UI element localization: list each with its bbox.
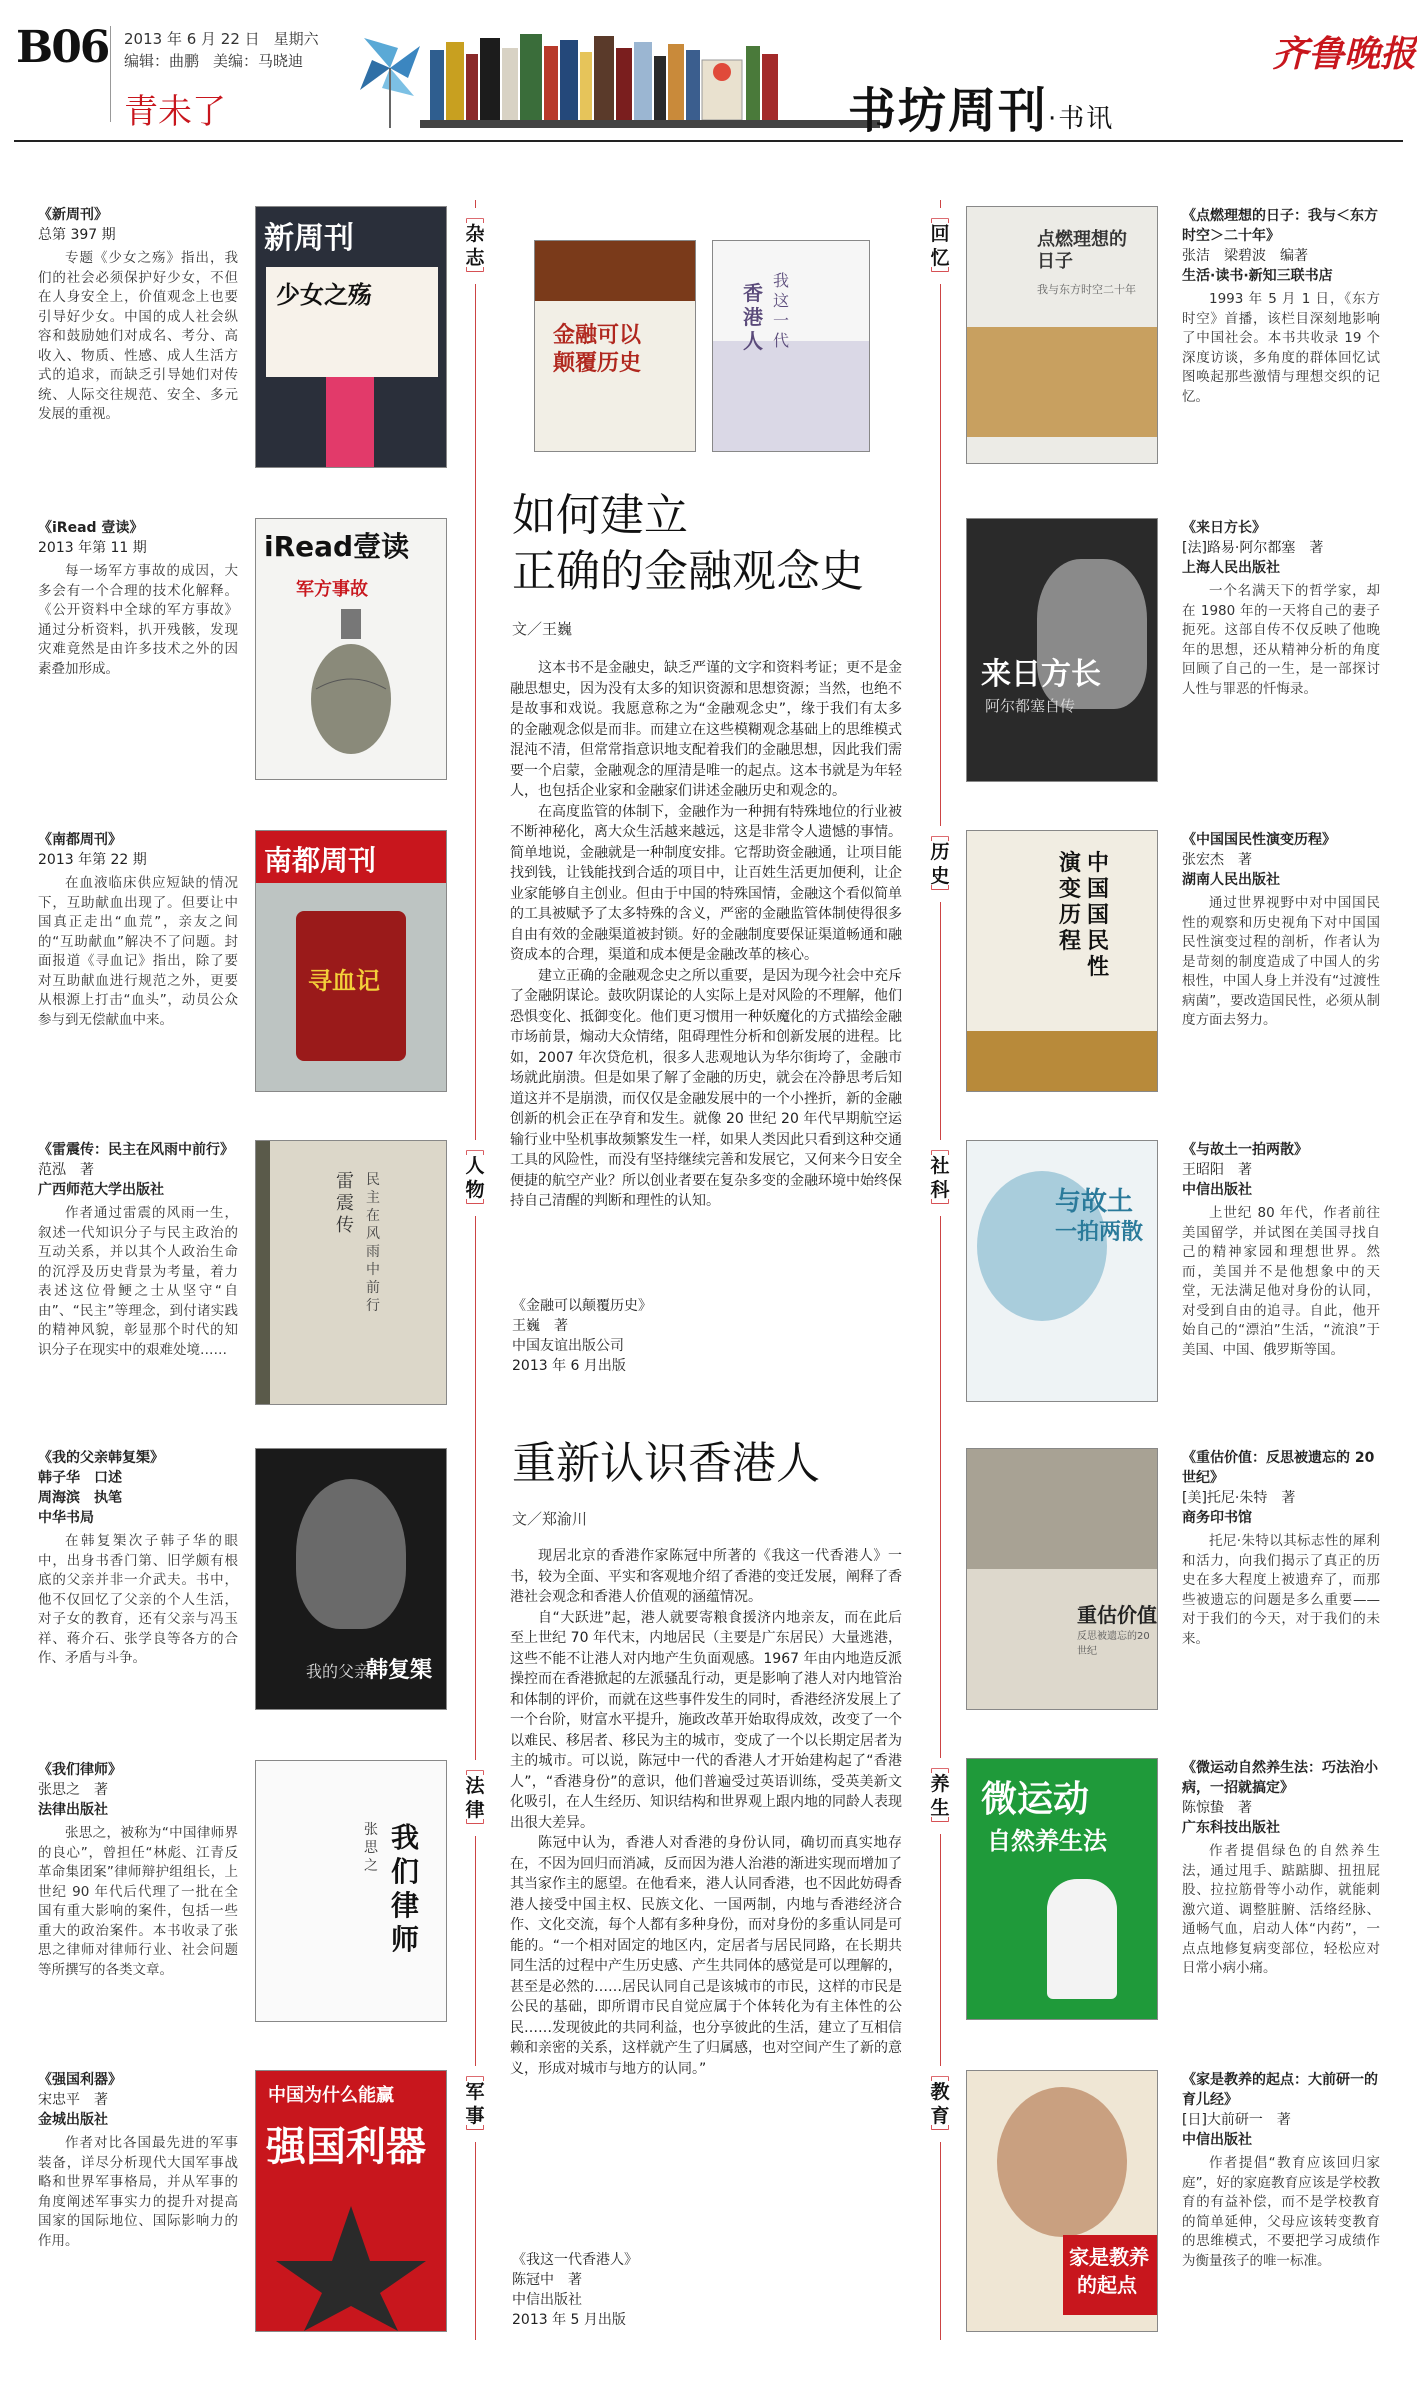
- cover-subtitle: 韩复榘: [366, 1658, 433, 1683]
- entry-meta: 陈惊蛰 著: [1182, 1800, 1252, 1816]
- entry-body: 一个名满天下的哲学家，却在 1980 年的一天将自己的妻子扼死。这部自传不仅反映了他晚年的思想，还从精神分析的角度回顾了自己的一生，是一部探讨人性与罪恶的忏悔录。: [1182, 583, 1380, 697]
- cover-art: [967, 1449, 1158, 1569]
- article-paragraph: 在高度监管的体制下，金融作为一种拥有特殊地位的行业被不断神秘化，离大众生活越来越远，这是非常令人遗憾的事情。简单地说，金融就是一种制度安排。它帮助资金融通，让项目能找到钱，让钱能找到合适的项目中，让百姓生活更加便利，让企业家能够自主创业。但由于中国的特殊国情，金融这个看似简单的工具被赋予了太多特殊的含义，严密的金融监管体制使得很多自由有效的金融渠道被封锁。好的金融制度要保证渠道畅通和融资成本的合理，渠道和成本便是金融改革的核心。: [510, 803, 902, 963]
- article-paragraph: 这本书不是金融史，缺乏严谨的文字和资料考证；更不是金融思想史，因为没有太多的知识资源和思想资源；当然，也绝不是故事和戏说。我愿意称之为“金融观念史”，缘于我们有太多的金融观念似是而非。而建立在这些模糊观念基础上的思维模式混沌不清，但常常指意识地支配着我们的金融思想，因此我们需要一个启蒙，金融观念的厘清是唯一的起点。这本书就是为年轻人，也包括企业家和金融家们讲述金融历史和观念的。: [510, 660, 902, 799]
- cover-figure: [1047, 1879, 1117, 1999]
- tab-yangsheng: ﹇ 养生 ﹈: [927, 1758, 953, 1834]
- entry-body: 上世纪 80 年代，作者前往美国留学，并试图在美国寻找自己的精神家园和理想世界。然而，美国并不是他想象中的天堂，无法满足他对身份的认同，对受到自由的追寻。自此，他开始自己的“漂泊”生活，“流浪”于美国、中国、俄罗斯等国。: [1182, 1205, 1380, 1358]
- article-2-body: [510, 1546, 902, 2079]
- tab-zazhi: ﹇ 杂志 ﹈: [462, 208, 488, 284]
- issue-weekday: 星期六: [273, 30, 319, 48]
- book-date: 2013 年 5 月出版: [512, 2312, 626, 2328]
- page-number: B06: [16, 22, 109, 73]
- entry-publisher: 上海人民出版社: [1182, 560, 1280, 576]
- entry-meta: 韩子华 口述: [38, 1470, 122, 1486]
- entry-title: 《家是教养的起点：大前研一的育儿经》: [1182, 2072, 1378, 2108]
- entry-meta: [法]路易·阿尔都塞 著: [1182, 540, 1324, 556]
- entry-body: 作者通过雷震的风雨一生，叙述一代知识分子与民主政治的互动关系，并以其个人政治生命的沉浮及历史背景为考量，着力表述这位骨鲠之士从坚守“自由”、“民主”等理念，到付诸实践的精神风貌，彰显那个时代的知识分子在现实中的艰难处境……: [38, 1205, 238, 1358]
- article-2-title: 重新认识香港人: [512, 1438, 820, 1489]
- article-1-bookinfo: [512, 1296, 652, 1376]
- entry-title: 《点燃理想的日子：我与＜东方时空＞二十年》: [1182, 208, 1378, 244]
- tab-falv: ﹇ 法律 ﹈: [462, 1760, 488, 1836]
- cover-lawyer: [255, 1760, 447, 2022]
- entry-body: 通过世界视野中对中国国民性的观察和历史视角下对中国国民性演变过程的剖析，作者认为是苛刻的制度造成了中国人的劣根性，中国人身上并没有“过渡性病菌”，要改造国民性，必须从制度方面去努力。: [1182, 895, 1380, 1028]
- entry-body: 每一场军方事故的成因，大多会有一个合理的技术化解释。《公开资料中全球的军方事故》通过分析资料，扒开残骸，发现灾难竟然是由许多技术之外的因素叠加形成。: [38, 563, 238, 677]
- cover-hanfuju: [255, 1448, 447, 1710]
- left-entry-leizhen: [38, 1140, 238, 1360]
- cover-leizhen: [255, 1140, 447, 1405]
- entry-title: 《雷震传：民主在风雨中前行》: [38, 1142, 234, 1158]
- entry-meta: 张洁 梁碧波 编著: [1182, 248, 1308, 264]
- entry-publisher: 广西师范大学出版社: [38, 1182, 164, 1198]
- cover-subtitle: 民主在风雨中前行: [366, 1172, 380, 1314]
- book-author: 陈冠中 著: [512, 2272, 582, 2288]
- right-entry-guominxing: [1182, 830, 1380, 1031]
- tab-label: 杂志: [465, 223, 485, 269]
- cover-art: [713, 341, 870, 452]
- right-entry-chonggu: [1182, 1448, 1380, 1649]
- cover-title: 新周刊: [264, 221, 354, 256]
- cover-figure: [326, 377, 374, 467]
- cover-title: 中国为什么能赢: [268, 2085, 394, 2106]
- left-entry-iread: [38, 518, 238, 679]
- entry-publisher: 中信出版社: [1182, 2132, 1252, 2148]
- cover-title: 雷震传: [336, 1171, 354, 1236]
- cover-title: 来日方长: [981, 657, 1101, 692]
- tab-sheke: ﹇ 社科 ﹈: [927, 1140, 953, 1216]
- article-1-author: 文／王巍: [512, 620, 573, 638]
- cover-subtitle: 我与东方时空二十年: [1037, 283, 1136, 296]
- cover-subtitle: 的起点: [1077, 2273, 1137, 2297]
- cover-band: [535, 241, 696, 301]
- entry-title: 《与故土一拍两散》: [1182, 1142, 1308, 1158]
- entry-body: 作者提倡“教育应该回归家庭”，好的家庭教育应该是学校教育的有益补偿，而不是学校教育的简单延伸，父母应该转变教育的思维模式，不要把学习成绩作为衡量孩子的唯一标准。: [1182, 2155, 1380, 2269]
- entry-publisher: 生活·读书·新知三联书店: [1182, 268, 1333, 284]
- cover-title: 家是教养: [1069, 2245, 1149, 2269]
- cover-subtitle: 强国利器: [266, 2124, 426, 2170]
- right-entry-jiashi: [1182, 2070, 1380, 2271]
- entry-title: 《南都周刊》: [38, 832, 122, 848]
- entry-publisher: 法律出版社: [38, 1802, 108, 1818]
- books-row: [430, 34, 778, 120]
- article-paragraph: 现居北京的香港作家陈冠中所著的《我这一代香港人》一书，较为全面、平实和客观地介绍了香港的变迁发展，阐释了香港社会观念和香港人价值观的涵蕴情况。: [510, 1548, 902, 1605]
- tab-jiaoyu: ﹇ 教育 ﹈: [927, 2066, 953, 2142]
- pinwheel-icon: [360, 38, 420, 128]
- right-column-rule: [940, 200, 941, 2340]
- article-paragraph: 自“大跃进”起，港人就要寄粮食援济内地亲友，而在此后至上世纪 70 年代末，内地居民（主要是广东居民）大量逃港，这些不能不让港人对内地产生负面观感。1967 年由内地造反派操控而在香港掀起的左派骚乱行动，更是影响了港人对内地管治和体制的评价，而就在这些事件发生的同时，香港经济发展上了一个台阶，财富水平提升，施政改革开始取得成效，改变了一个以难民、移居者、移民为主的城市，变成了一个以长期定居者为主的城市。可以说，陈冠中一代的香港人才开始建构起了“香港人”，“香港身份”的意识，他们普遍受过英语训练，受英美新文化吸引，在人生经历、知识结构和世界观上跟内地的同龄人表现出很大差异。: [510, 1609, 902, 1831]
- entry-meta: [日]大前研一 著: [1182, 2112, 1291, 2128]
- cover-title: 与故土: [1055, 1187, 1134, 1217]
- cover-weiyundong: [966, 1758, 1158, 2020]
- cover-art: [967, 327, 1158, 437]
- entry-meta: 2013 年第 11 期: [38, 540, 147, 556]
- article-2-author: 文／郑渝川: [512, 1510, 588, 1528]
- article-1-title: [512, 488, 864, 600]
- entry-meta: 总第 397 期: [38, 227, 116, 243]
- tab-label: 养生: [930, 1773, 950, 1819]
- cover-subtitle: 香港人: [743, 281, 763, 353]
- book-title: 《我这一代香港人》: [512, 2252, 638, 2268]
- entry-publisher: 中信出版社: [1182, 1182, 1252, 1198]
- entry-meta: 宋忠平 著: [38, 2092, 108, 2108]
- entry-title: 《重估价值：反思被遗忘的 20 世纪》: [1182, 1450, 1375, 1486]
- entry-meta: 张宏杰 著: [1182, 852, 1252, 868]
- cover-portrait: [997, 2087, 1127, 2237]
- cover-subtitle: 张思之: [364, 1822, 378, 1874]
- cover-title: 我的父亲: [306, 1662, 371, 1681]
- cover-title: 微运动: [981, 1779, 1090, 1820]
- book-publisher: 中国友谊出版公司: [512, 1338, 624, 1354]
- cover-xianggangren: [712, 240, 870, 452]
- entry-meta: [美]托尼·朱特 著: [1182, 1490, 1296, 1506]
- entry-body: 作者提倡绿色的自然养生法，通过甩手、踮踮脚、扭扭屁股、拉拉筋骨等小动作，就能刺激穴道、调整脏腑、活络经脉、通畅气血，启动人体“内药”，一点点地修复病变部位，轻松应对日常小病小痛。: [1182, 1843, 1380, 1976]
- tab-label: 社科: [930, 1155, 950, 1201]
- cover-portrait: [296, 1479, 406, 1629]
- cover-subtitle: 阿尔都塞自传: [985, 697, 1076, 715]
- section-title-sub: ·书讯: [1048, 104, 1115, 134]
- left-column-rule: [475, 200, 476, 2340]
- entry-publisher: 商务印书馆: [1182, 1510, 1252, 1526]
- cover-art: [967, 1031, 1158, 1092]
- cover-lairi: [966, 518, 1158, 782]
- column-name: 青未了: [124, 92, 226, 132]
- cover-subtitle: 反思被遗忘的20世纪: [1077, 1631, 1150, 1657]
- header-rule: [14, 140, 1403, 142]
- cover-iread: [255, 518, 447, 780]
- entry-meta: 张思之 著: [38, 1782, 108, 1798]
- left-entry-hanfuju: [38, 1448, 238, 1669]
- article-1-body: [510, 658, 902, 1212]
- cover-subtitle: 自然养生法: [987, 1827, 1107, 1855]
- tab-huiyi: ﹇ 回忆 ﹈: [927, 208, 953, 284]
- article-1-title-line1: 如何建立: [512, 490, 688, 541]
- book-title: 《金融可以颠覆历史》: [512, 1298, 652, 1314]
- cover-xinzhoukan: [255, 206, 447, 468]
- entry-meta: 王昭阳 著: [1182, 1162, 1252, 1178]
- entry-publisher: 广东科技出版社: [1182, 1820, 1280, 1836]
- entry-body: 专题《少女之殇》指出，我们的社会必须保护好少女，不但在人身安全上，价值观念上也要引导好少女。中国的成人社会纵容和鼓励她们对成名、考分、高收入、物质、性感、成人生活方式的追求，而缺乏引导她们对传统、人际交往规范、安全、多元发展的重视。: [38, 250, 238, 422]
- cover-yugutu: [966, 1140, 1158, 1402]
- entry-body: 作者对比各国最先进的军事装备，详尽分析现代大国军事战略和世界军事格局，并从军事的角度阐述军事实力的提升对提高国家的国际地位、国际影响力的作用。: [38, 2135, 238, 2249]
- masthead-divider: [110, 26, 111, 122]
- cover-subtitle: 少女之殇: [276, 281, 372, 309]
- cover-subtitle: 演变历程: [1059, 851, 1082, 954]
- tab-label: 回忆: [930, 223, 950, 269]
- left-entry-nandu: [38, 830, 238, 1030]
- cover-title: 中国国民性: [1087, 851, 1110, 980]
- cover-subtitle: 颠覆历史: [553, 351, 642, 376]
- grenade-icon: [306, 609, 396, 759]
- entry-meta: 2013 年第 22 期: [38, 852, 147, 868]
- cover-title: 我这一代: [773, 271, 790, 350]
- entry-title: 《强国利器》: [38, 2072, 122, 2088]
- tab-label: 历史: [930, 841, 950, 887]
- cover-title: iRead壹读: [264, 530, 410, 563]
- entry-publisher: 金城出版社: [38, 2112, 108, 2128]
- right-entry-weiyundong: [1182, 1758, 1380, 1979]
- entry-publisher: 湖南人民出版社: [1182, 872, 1280, 888]
- entry-meta: 范泓 著: [38, 1162, 94, 1178]
- cover-guominxing: [966, 830, 1158, 1092]
- tab-label: 人物: [465, 1155, 485, 1201]
- entry-title: 《中国国民性演变历程》: [1182, 832, 1336, 848]
- section-title-main: 书坊周刊: [848, 83, 1049, 139]
- tab-lishi: ﹇ 历史 ﹈: [927, 826, 953, 902]
- cover-title: 我们律师: [391, 1821, 420, 1956]
- book-author: 王巍 著: [512, 1318, 568, 1334]
- entry-meta-2: 周海滨 执笔: [38, 1490, 122, 1506]
- right-entry-dianran: [1182, 206, 1380, 407]
- tab-label: 教育: [930, 2081, 950, 2127]
- star-icon: [276, 2201, 426, 2331]
- cover-title: 重估价值: [1077, 1603, 1157, 1627]
- newspaper-logo: 齐鲁晚报: [1272, 34, 1417, 75]
- entry-title: 《新周刊》: [38, 207, 108, 223]
- section-title: [848, 72, 1114, 141]
- article-paragraph: 建立正确的金融观念史之所以重要，是因为现今社会中充斥了金融阴谋论。鼓吹阴谋论的人实际上是对风险的不理解，他们恐惧变化、抵御变化。他们更习惯用一种妖魔化的方式描绘金融市场前景，煽动大众情绪，阻碍理性分析和创新发展的进程。比如，2007 年次贷危机，很多人悲观地认为华尔街垮了，金融市场就此崩溃。但是如果了解了金融的历史，就会在冷静思考后知道这并不是崩溃，而仅仅是金融发展中的一个小挫折，新的金融创新的机会正在孕育和发生。就像 20 世纪 20 年代早期航空运输行业中坠机事故频繁发生一样，如果人类因此只看到这种交通工具的风险性，而没有坚持继续完善和发展它，又何来今日安全便捷的航空产业？所以创业者要在复杂多变的金融环境中始终保持自己清醒的判断和理性的认知。: [510, 967, 902, 1209]
- designer-credit: 美编：马晓迪: [213, 52, 304, 70]
- editor-credit: 编辑：曲鹏: [124, 52, 200, 70]
- masthead-meta: [124, 28, 333, 72]
- masthead: [0, 0, 1417, 140]
- entry-publisher: 中华书局: [38, 1510, 94, 1526]
- right-entry-lairi: [1182, 518, 1380, 699]
- entry-body: 1993 年 5 月 1 日，《东方时空》首播，该栏目深刻地影响了中国社会。本书共收录 19 个深度访谈，多角度的群体回忆试图唤起那些激情与理想交织的记忆。: [1182, 291, 1380, 405]
- entry-title: 《iRead 壹读》: [38, 520, 144, 536]
- left-entry-xinzhoukan: [38, 205, 238, 425]
- right-entry-yugutu: [1182, 1140, 1380, 1360]
- left-entry-qiangguo: [38, 2070, 238, 2251]
- article-paragraph: 陈冠中认为，香港人对香港的身份认同，确切而真实地存在，不因为回归而消减，反而因为港人治港的渐进实现而增加了其当家作主的愿望。在他看来，港人认同香港，也不因此妨碍香港人接受中国主权、民族文化、一国两制，内地与香港经济合作、文化交流，每个人都有多种身份，而对身份的多重认同是可能的。“一个相对固定的地区内，定居者与居民同路，在长期共同生活的过程中产生历史感、产生共同体的感觉是可以理解的，甚至是必然的……居民认同自己是该城市的市民，这样的市民是公民的基础，即所谓市民自觉应属于个体转化为有主体性的公民……发现彼此的共同利益，也分享彼此的生活，建立了互相信赖和亲密的关系，这样就产生了归属感，也对空间产生了新的意义，形成对城市与地方的认同。”: [510, 1835, 902, 2077]
- book-publisher: 中信出版社: [512, 2292, 582, 2308]
- cover-nandu: [255, 830, 447, 1092]
- book-date: 2013 年 6 月出版: [512, 1358, 626, 1374]
- cover-jiashi: [966, 2070, 1158, 2332]
- cover-jinrong: [534, 240, 696, 452]
- cover-subtitle: 一拍两散: [1055, 1220, 1144, 1245]
- tab-junshi: ﹇ 军事 ﹈: [462, 2066, 488, 2142]
- cover-chonggu: [966, 1448, 1158, 1710]
- cover-title: 金融可以: [553, 323, 642, 348]
- entry-body: 在血液临床供应短缺的情况下，互助献血出现了。但要让中国真正走出“血荒”，亲友之间的“互助献血”解决不了问题。封面报道《寻血记》指出，除了要对互助献血进行规范之外，更要从根源上打击“血头”，动员公众参与到无偿献血中来。: [38, 875, 238, 1028]
- cover-title: 南都周刊: [264, 844, 377, 877]
- tab-label: 军事: [465, 2081, 485, 2127]
- bookshelf-illustration: [360, 20, 880, 130]
- tab-renwu: ﹇ 人物 ﹈: [462, 1140, 488, 1216]
- cover-subtitle: 寻血记: [308, 967, 380, 995]
- entry-title: 《来日方长》: [1182, 520, 1266, 536]
- cover-spine: [256, 1141, 270, 1405]
- cover-dianran: [966, 206, 1158, 464]
- tab-label: 法律: [465, 1775, 485, 1821]
- entry-title: 《我们律师》: [38, 1762, 122, 1778]
- cover-title: 点燃理想的日子: [1037, 229, 1127, 272]
- entry-body: 在韩复榘次子韩子华的眼中，出身书香门第、旧学颇有根底的父亲并非一介武夫。书中，他不仅回忆了父亲的个人生活，对子女的教育，还有父亲与冯玉祥、蒋介石、张学良等各方的合作、矛盾与斗争。: [38, 1533, 238, 1666]
- cover-subtitle: 军方事故: [296, 579, 368, 600]
- issue-date: 2013 年 6 月 22 日: [124, 30, 260, 48]
- entry-title: 《我的父亲韩复榘》: [38, 1450, 164, 1466]
- article-1-title-line2: 正确的金融观念史: [512, 546, 864, 597]
- cover-qiangguo: [255, 2070, 447, 2332]
- entry-body: 张思之，被称为“中国律师界的良心”，曾担任“林彪、江青反革命集团案”律师辩护组组长，上世纪 90 年代后代理了一批在全国有重大影响的案件，包括一些重大的政治案件。本书收录了张思之律师对律师行业、社会问题等所撰写的各类文章。: [38, 1825, 238, 1978]
- entry-body: 托尼·朱特以其标志性的犀利和活力，向我们揭示了真正的历史在多大程度上被遗弃了，而那些被遗忘的问题是多么重要——对于我们的今天，对于我们的未来。: [1182, 1533, 1380, 1647]
- left-entry-lawyer: [38, 1760, 238, 1980]
- entry-title: 《微运动自然养生法：巧法治小病，一招就搞定》: [1182, 1760, 1378, 1796]
- article-2-bookinfo: [512, 2250, 638, 2330]
